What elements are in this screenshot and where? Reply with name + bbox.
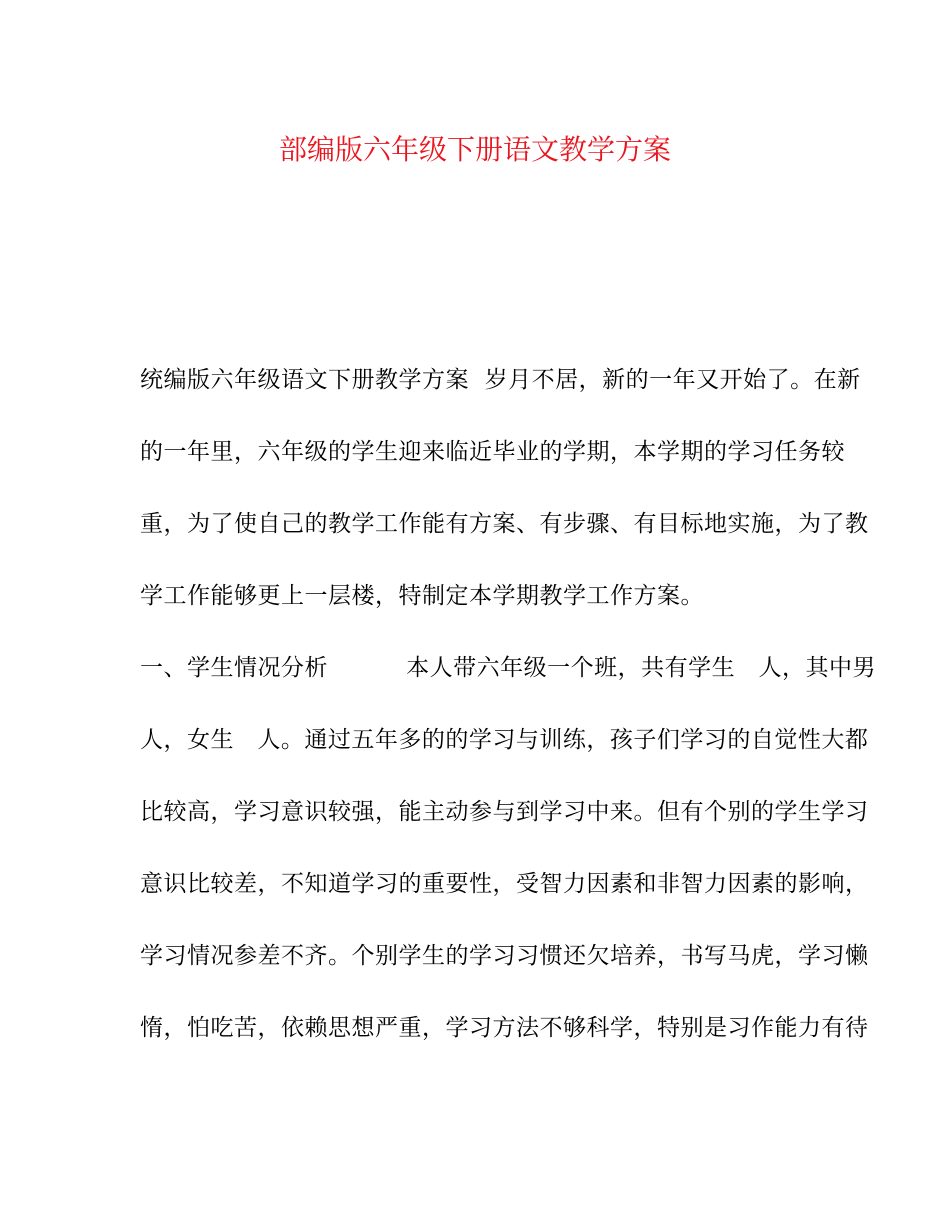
document-title: 部编版六年级下册语文教学方案 (278, 133, 671, 166)
body-line-7: 比较高，学习意识较强，能主动参与到学习中来。但有个别的学生学习 (140, 799, 869, 825)
body-line-6: 人，女生 人。通过五年多的的学习与训练，孩子们学习的自觉性大都 (140, 727, 869, 753)
body-line-1: 统编版六年级语文下册教学方案 岁月不居，新的一年又开始了。在新 (140, 367, 861, 393)
body-line-2: 的一年里，六年级的学生迎来临近毕业的学期，本学期的学习任务较 (140, 439, 845, 465)
body-line-8: 意识比较差，不知道学习的重要性，受智力因素和非智力因素的影响， (140, 871, 869, 897)
body-line-3: 重，为了使自己的教学工作能有方案、有步骤、有目标地实施，为了教 (140, 511, 869, 537)
body-line-4: 学工作能够更上一层楼，特制定本学期教学工作方案。 (140, 583, 704, 609)
section-heading-line: 一、学生情况分析 本人带六年级一个班，共有学生 人，其中男 (140, 655, 877, 681)
body-line-9: 学习情况参差不齐。个别学生的学习习惯还欠培养，书写马虎，学习懒 (140, 943, 869, 969)
body-line-10: 惰，怕吃苦，依赖思想严重，学习方法不够科学，特别是习作能力有待 (140, 1015, 869, 1041)
